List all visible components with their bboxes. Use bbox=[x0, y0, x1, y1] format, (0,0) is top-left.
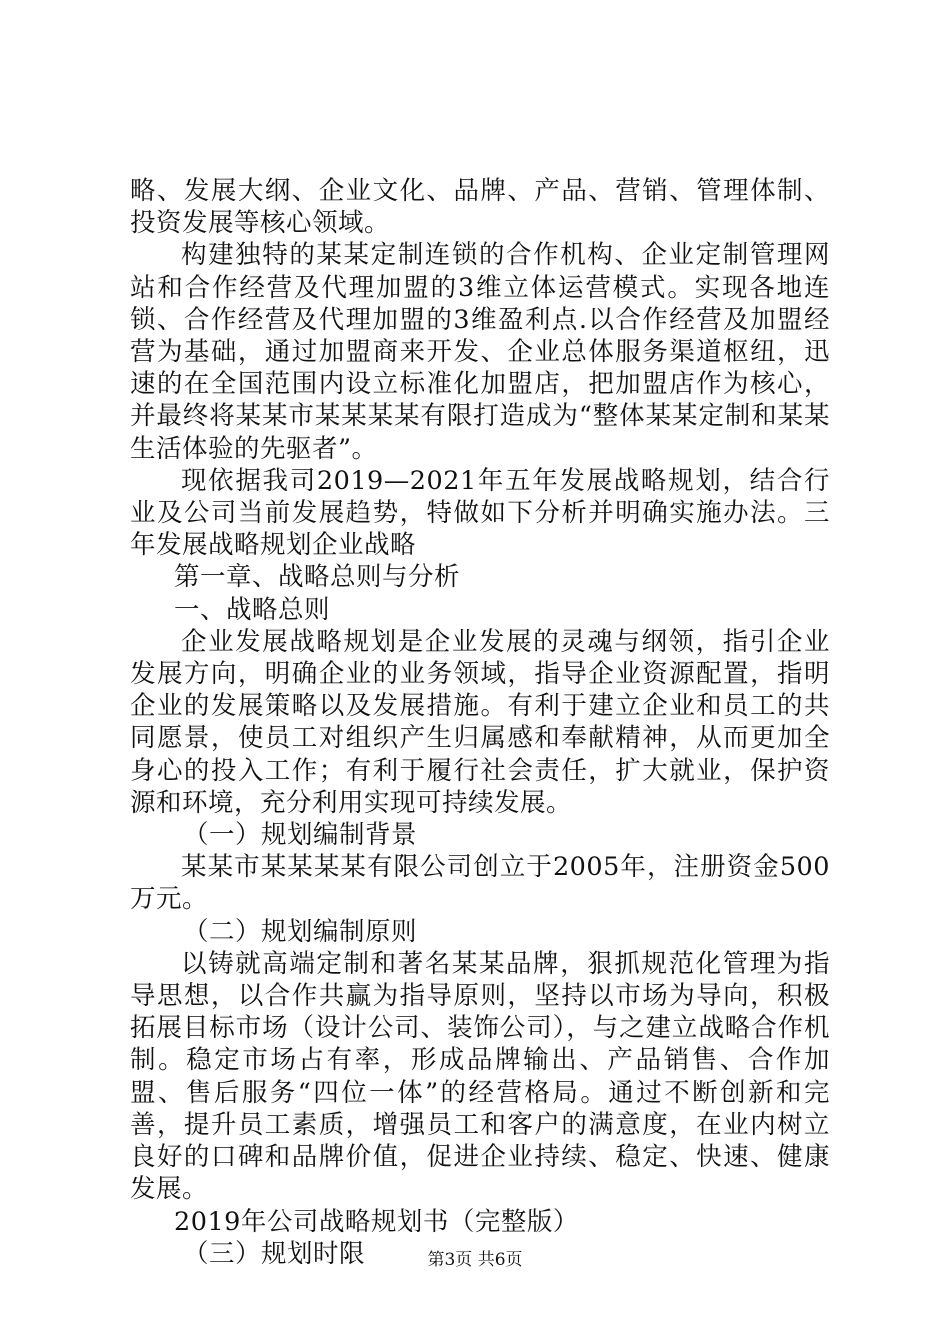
subsection-heading-timeframe: （三）规划时限 bbox=[183, 1238, 366, 1269]
subsection-heading-background: （一）规划编制背景 bbox=[183, 820, 418, 851]
document-title-line: 2019年公司战略规划书（完整版） bbox=[174, 1206, 579, 1237]
paragraph-operating-model: 构建独特的某某定制连锁的合作机构、企业定制管理网站和合作经营及代理加盟的3维立体运营模式。实现各地连锁、合作经营及代理加盟的3维盈利点.以合作经营及加盟经营为基础，通过加盟商来开发、企业总体服务渠道枢纽，迅速的在全国范围内设立标准化加盟店，把加盟店作为核心，并最终将某某市某某某某有限打造成为“整体某某定制和某某生活体验的先驱者”。 bbox=[130, 240, 830, 464]
paragraph-background: 某某市某某某某有限公司创立于2005年，注册资金500万元。 bbox=[130, 852, 830, 915]
section-heading-general: 一、战略总则 bbox=[174, 594, 331, 625]
paragraph-general-principles: 企业发展战略规划是企业发展的灵魂与纲领，指引企业发展方向，明确企业的业务领域，指导企业资源配置，指明企业的发展策略以及发展措施。有利于建立企业和员工的共同愿景，使员工对组织产生归属感和奉献精神，从而更加全身心的投入工作；有利于履行社会责任，扩大就业，保护资源和环境，充分利用实现可持续发展。 bbox=[130, 626, 830, 818]
document-body bbox=[130, 175, 830, 1270]
paragraph-basis: 现依据我司2019—2021年五年发展战略规划，结合行业及公司当前发展趋势，特做如下分析并明确实施办法。三年发展战略规划企业战略 bbox=[130, 465, 830, 561]
paragraph-principles: 以铸就高端定制和著名某某品牌，狠抓规范化管理为指导思想，以合作共赢为指导原则，坚持以市场为导向，积极拓展目标市场（设计公司、装饰公司），与之建立战略合作机制。稳定市场占有率，形成品牌输出、产品销售、合作加盟、售后服务“四位一体”的经营格局。通过不断创新和完善，提升员工素质，增强员工和客户的满意度，在业内树立良好的口碑和品牌价值，促进企业持续、稳定、快速、健康发展。 bbox=[130, 948, 830, 1205]
subsection-heading-principles: （二）规划编制原则 bbox=[183, 916, 418, 947]
paragraph-continuation: 略、发展大纲、企业文化、品牌、产品、营销、管理体制、投资发展等核心领域。 bbox=[130, 176, 830, 239]
page-number-footer: 第3页 共6页 bbox=[427, 1250, 523, 1270]
chapter-heading: 第一章、战略总则与分析 bbox=[174, 562, 461, 593]
